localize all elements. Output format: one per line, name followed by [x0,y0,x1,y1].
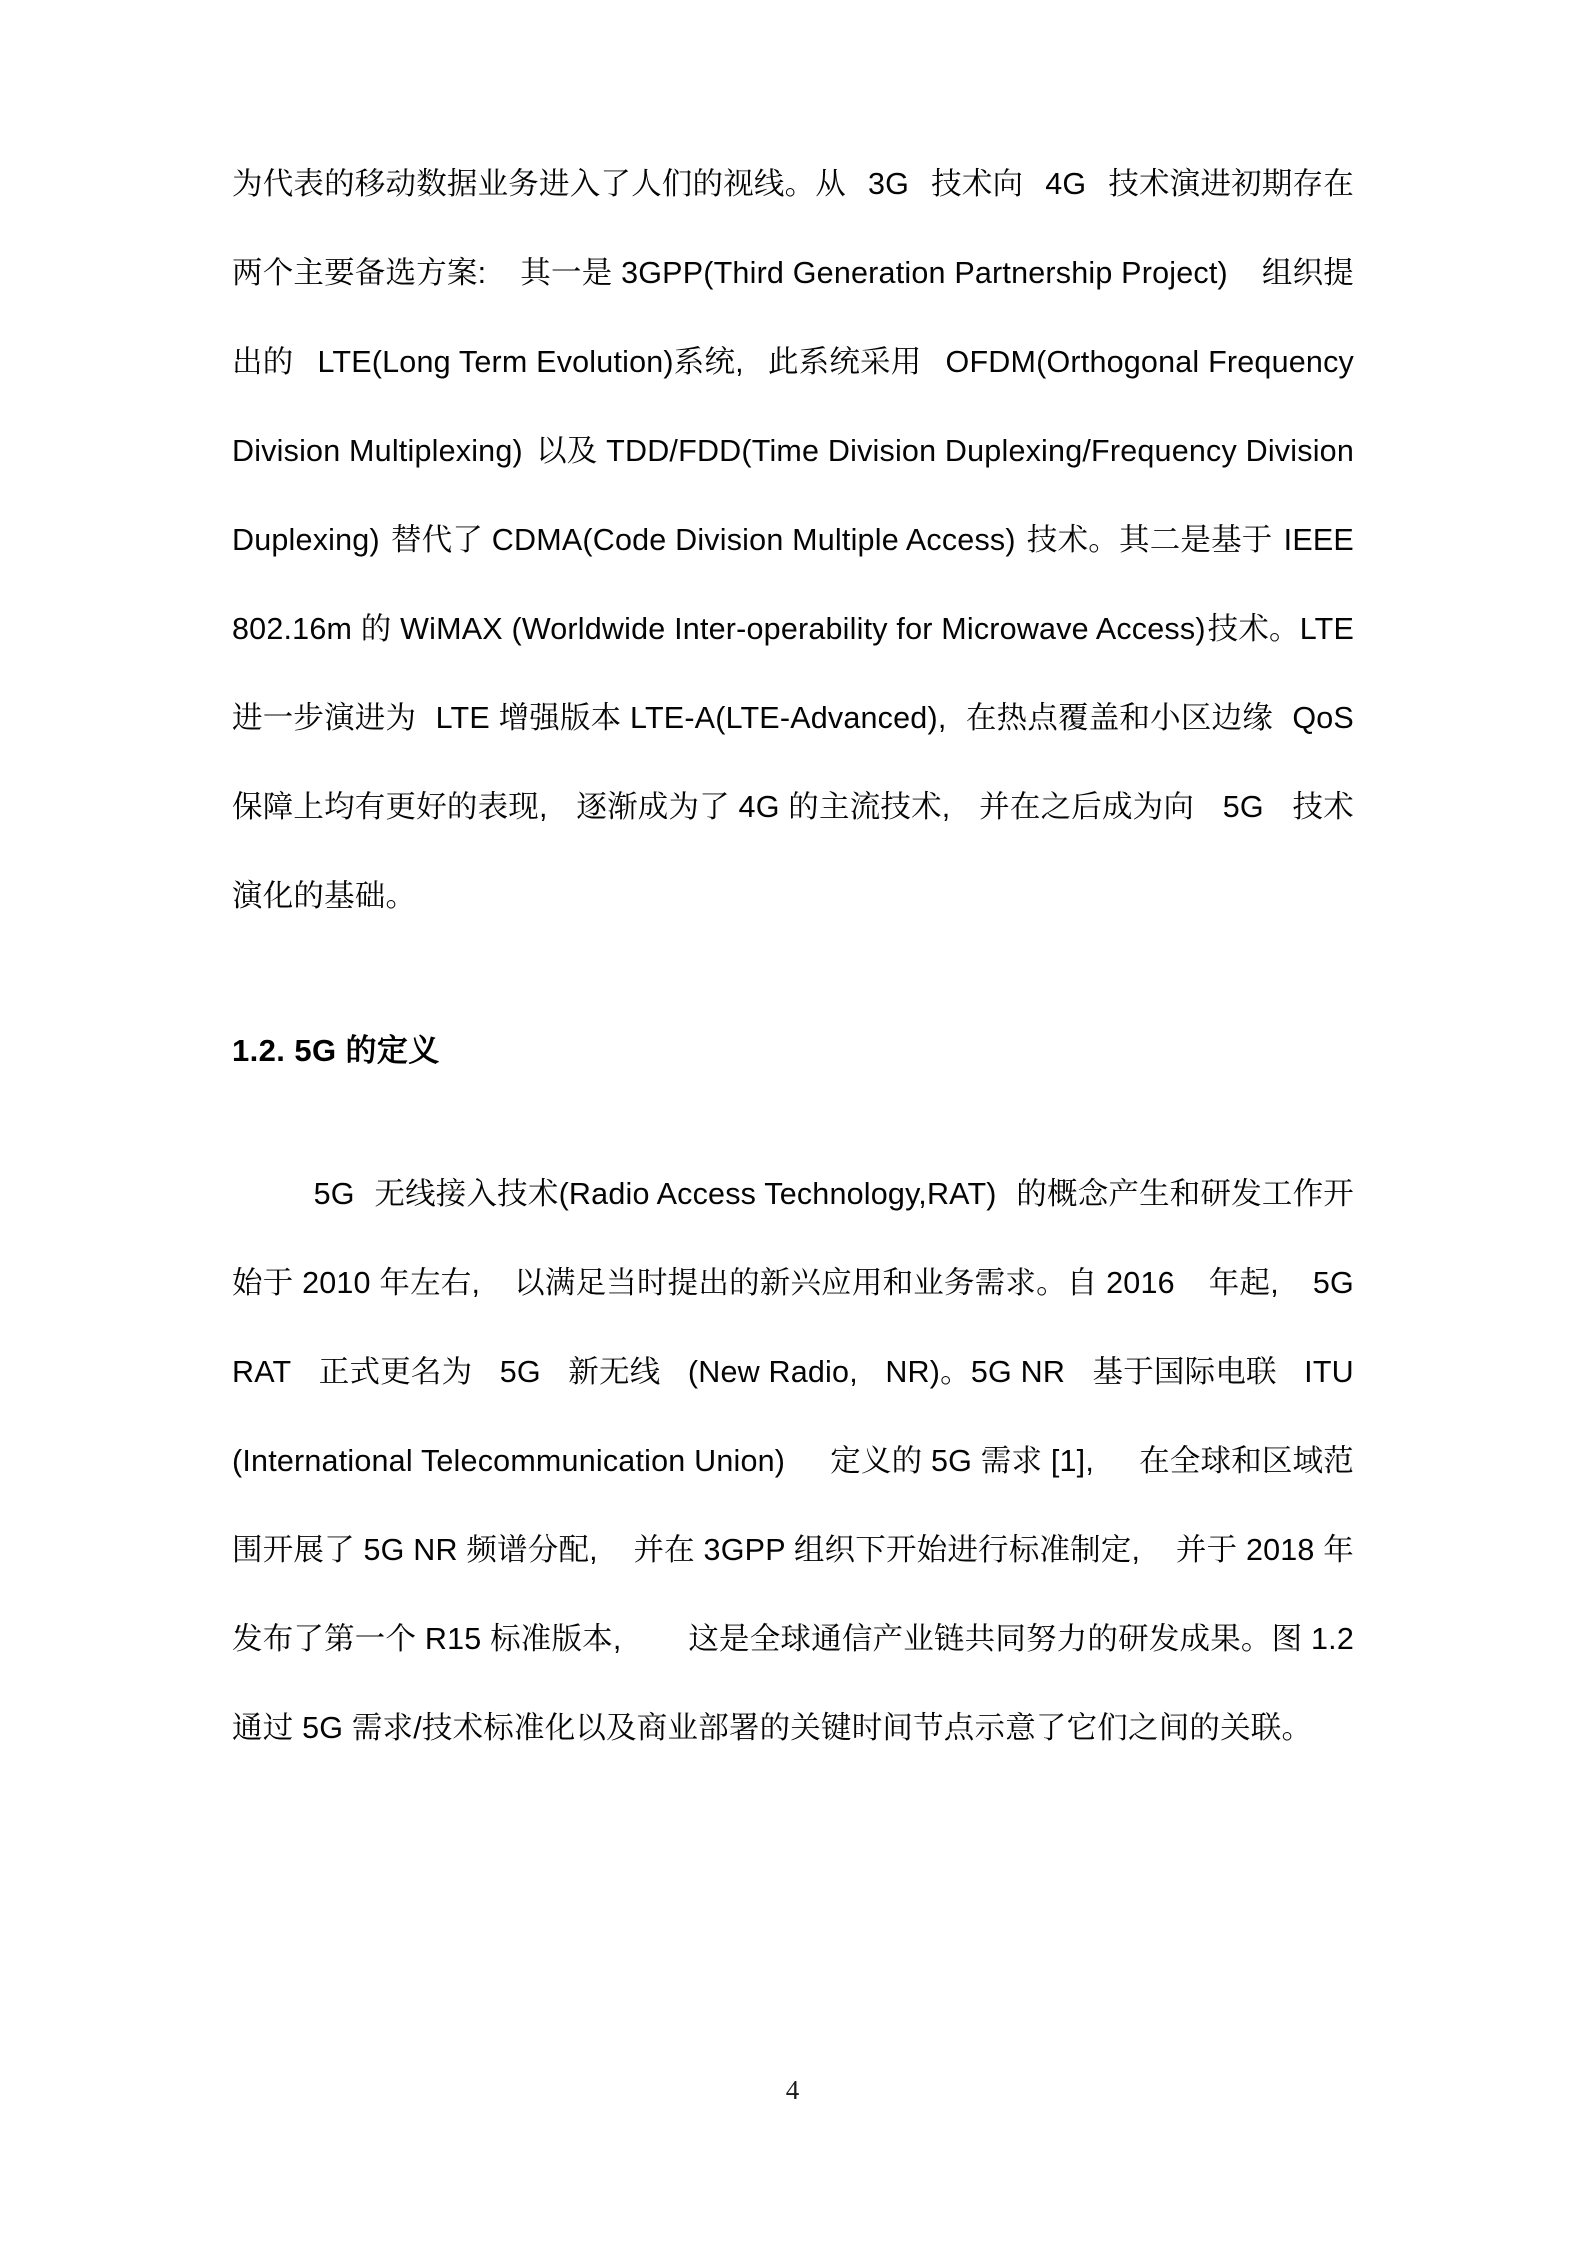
text-segment: 4G [1045,167,1087,201]
text-segment: 通过 5G 需求/技术标准化以及商业部署的关键时间节点示意了它们之间的关联。 [232,1711,1313,1745]
text-segment: Division Multiplexing) [232,434,523,468]
text-segment: 逐渐成为了 4G 的主流技术, [576,790,951,824]
text-line [232,407,1354,496]
text-segment: 基于国际电联 [1092,1355,1277,1389]
text-line [232,496,1354,585]
text-segment: ITU [1304,1355,1354,1389]
text-segment: 5G [1222,790,1264,824]
text-segment: 并在之后成为向 [979,790,1195,824]
text-line [232,763,1354,852]
text-segment: 新无线 [568,1355,661,1389]
text-segment: 技术演进初期存在 [1108,167,1354,201]
text-segment: 为代表的移动数据业务进入了人们的视线。从 [232,167,846,201]
text-segment: 802.16m 的 WiMAX (Worldwide Inter-operability for Microwave Access) [232,612,1206,646]
text-segment: 替代了 CDMA(Code Division Multiple Access) [390,523,1016,557]
text-line [232,1417,1354,1506]
text-segment: LTE 增强版本 LTE-A(LTE-Advanced), [435,701,947,735]
text-segment: (New Radio, [687,1355,858,1389]
text-segment: 3G [868,167,910,201]
text-segment: 正式更名为 [318,1355,473,1389]
text-segment: 技术向 [931,167,1024,201]
text-segment: 进一步演进为 [232,701,417,735]
page-number: 4 [785,2075,800,2105]
text-line [232,852,1354,941]
text-line [232,1328,1354,1417]
text-segment: (International Telecommunication Union) [232,1444,786,1478]
text-line [232,229,1354,318]
text-segment: 并于 2018 年 [1175,1533,1354,1567]
text-line [232,318,1354,407]
text-line [232,1595,1354,1684]
text-segment: 的概念产生和研发工作开 [1016,1177,1354,1211]
text-line [232,140,1354,229]
text-segment: 发布了第一个 R15 标准版本, [232,1622,622,1656]
text-segment: 演化的基础。 [232,879,417,913]
text-segment: 两个主要备选方案: [232,256,487,290]
text-segment: 以及 TDD/FDD(Time Division Duplexing/Frequency Division [536,434,1354,468]
text-segment: 5G [1312,1266,1354,1300]
text-segment: 5G [313,1177,355,1211]
text-segment: LTE(Long Term Evolution)系统, [317,345,744,379]
text-segment: IEEE [1283,523,1354,557]
text-segment: 年起, [1208,1266,1279,1300]
paragraph-4g-evolution [232,140,1354,941]
text-segment: 组织提 [1261,256,1354,290]
text-segment: 定义的 5G 需求 [1], [830,1444,1095,1478]
text-line [232,1684,1354,1773]
text-segment: 出的 [232,345,294,379]
text-segment: 技术 [1292,790,1354,824]
text-segment: 无线接入技术(Radio Access Technology,RAT) [374,1177,997,1211]
text-segment: 以满足当时提出的新兴应用和业务需求。自 2016 [514,1266,1175,1300]
paragraph-5g-definition [232,1150,1354,1773]
text-segment: 这是全球通信产业链共同努力的研发成果。图 1.2 [688,1622,1354,1656]
text-segment: 保障上均有更好的表现, [232,790,548,824]
text-segment: 并在 3GPP 组织下开始进行标准制定, [633,1533,1141,1567]
text-line [232,1150,1354,1239]
text-segment: QoS [1292,701,1354,735]
text-line [232,1506,1354,1595]
text-segment: NR)。5G NR [885,1355,1066,1389]
text-segment: 5G [499,1355,541,1389]
text-segment: 技术。LTE [1207,612,1354,646]
text-segment: OFDM(Orthogonal Frequency [945,345,1354,379]
section-heading-1-2: 1.2. 5G 的定义 [232,1033,440,1068]
text-segment: 在全球和区域范 [1139,1444,1354,1478]
text-segment: 其一是 3GPP(Third Generation Partnership Project) [520,256,1228,290]
text-segment: 始于 2010 年左右, [232,1266,481,1300]
text-line [232,674,1354,763]
text-segment: 围开展了 5G NR 频谱分配, [232,1533,598,1567]
text-line [232,585,1354,674]
text-segment: 技术。其二是基于 [1026,523,1273,557]
text-line [232,1239,1354,1328]
text-segment: Duplexing) [232,523,380,557]
text-segment: 在热点覆盖和小区边缘 [965,701,1273,735]
text-segment: 此系统采用 [767,345,922,379]
text-segment: RAT [232,1355,292,1389]
